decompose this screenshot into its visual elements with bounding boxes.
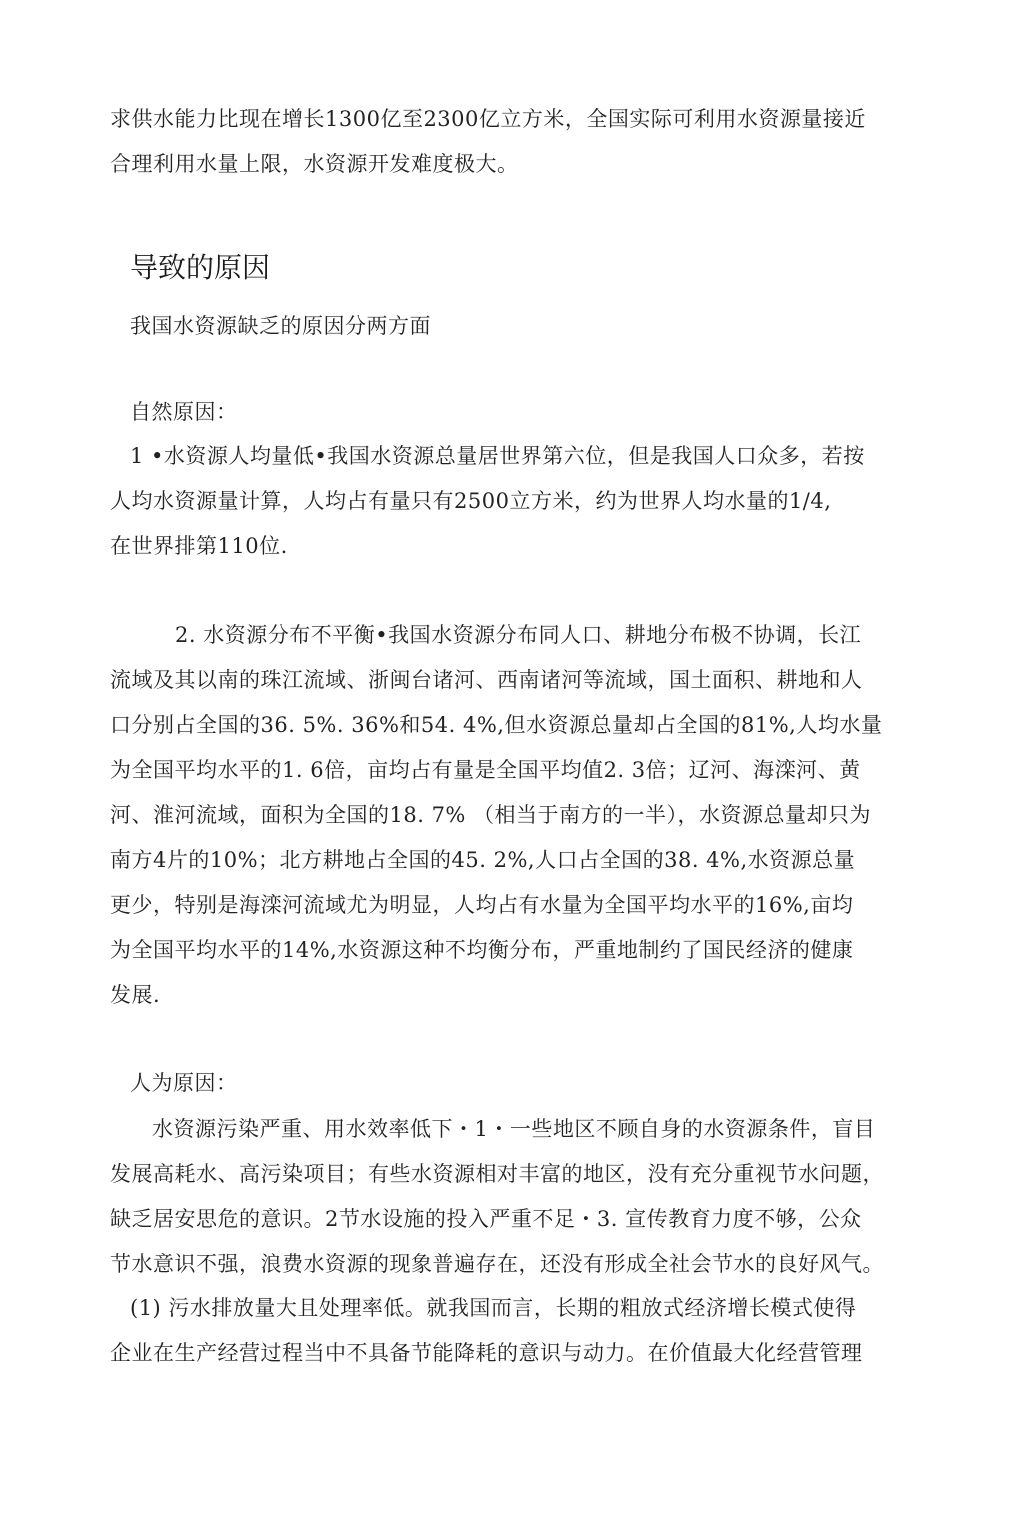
paragraph-line: 流域及其以南的珠江流域、浙闽台诸河、西南诸河等流域，国土面积、耕地和人: [110, 668, 863, 692]
paragraph-line: 节水意识不强，浪费水资源的现象普遍存在，还没有形成全社会节水的良好风气。: [110, 1252, 884, 1276]
paragraph-line: 人均水资源量计算，人均占有量只有2500立方米，约为世界人均水量的1/4,: [110, 489, 832, 513]
paragraph-line: 2. 水资源分布不平衡•我国水资源分布同人口、耕地分布极不协调，长江: [175, 623, 862, 647]
paragraph-line: 发展高耗水、高污染项目；有些水资源相对丰富的地区，没有充分重视节水问题，: [110, 1162, 884, 1186]
natural-causes-label: 自然原因：: [130, 400, 238, 424]
paragraph-line: 缺乏居安思危的意识。2节水设施的投入严重不足・3. 宣传教育力度不够，公众: [110, 1207, 862, 1231]
paragraph-line: 南方4片的10%；北方耕地占全国的45. 2%,人口占全国的38. 4%,水资源总量: [110, 848, 856, 872]
paragraph-line: 水资源污染严重、用水效率低下・1・一些地区不顾自身的水资源条件，盲目: [152, 1117, 876, 1141]
intro-line: 合理利用水量上限，水资源开发难度极大。: [110, 152, 519, 176]
section-title: 导致的原因: [130, 251, 271, 284]
paragraph-line: 1 •水资源人均量低•我国水资源总量居世界第六位，但是我国人口众多，若按: [130, 444, 865, 468]
intro-line: 求供水能力比现在增长1300亿至2300亿立方米，全国实际可利用水资源量接近: [110, 107, 866, 131]
paragraph-line: 更少，特别是海滦河流域尤为明显，人均占有水量为全国平均水平的16%,亩均: [110, 893, 854, 917]
paragraph-line: 河、淮河流域，面积为全国的18. 7% （相当于南方的一半），水资源总量却只为: [110, 803, 872, 827]
paragraph-line: 在世界排第110位.: [110, 534, 288, 558]
summary-line: 我国水资源缺乏的原因分两方面: [130, 314, 431, 338]
paragraph-line: (1) 污水排放量大且处理率低。就我国而言，长期的粗放式经济增长模式使得: [130, 1296, 857, 1320]
paragraph-line: 发展.: [110, 983, 161, 1007]
paragraph-line: 口分别占全国的36. 5%. 36%和54. 4%,但水资源总量却占全国的81%,人均水量: [110, 713, 883, 737]
paragraph-line: 为全国平均水平的1. 6倍，亩均占有量是全国平均值2. 3倍；辽河、海滦河、黄: [110, 758, 861, 782]
paragraph-line: 企业在生产经营过程当中不具备节能降耗的意识与动力。在价值最大化经营管理: [110, 1341, 863, 1365]
human-causes-label: 人为原因：: [130, 1071, 238, 1095]
paragraph-line: 为全国平均水平的14%,水资源这种不均衡分布，严重地制约了国民经济的健康: [110, 938, 854, 962]
